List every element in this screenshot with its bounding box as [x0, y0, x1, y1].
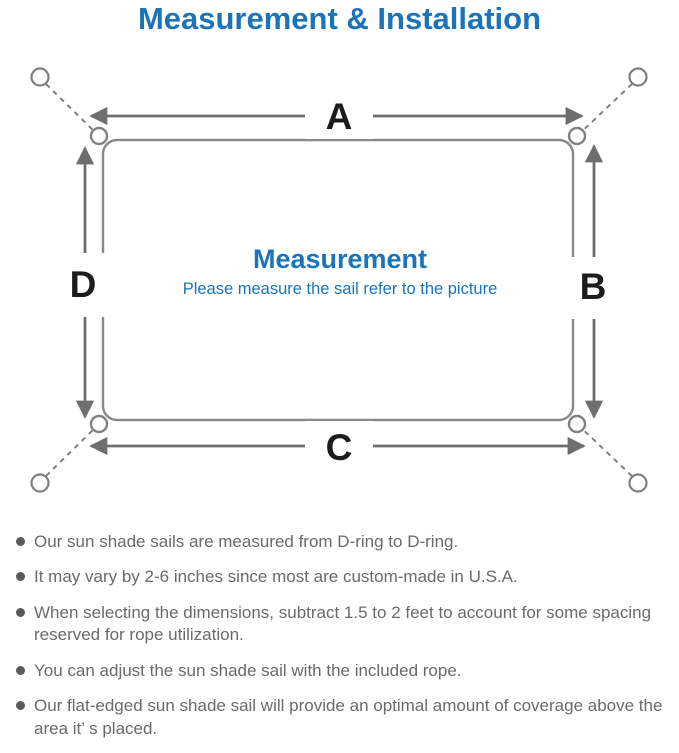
- measurement-notes-list: [16, 531, 666, 753]
- list-item: [16, 695, 666, 740]
- d-ring-top-left-icon: [91, 128, 107, 144]
- list-item: [16, 531, 666, 553]
- anchor-ring-bottom-right-icon: [630, 475, 647, 492]
- note-text: It may vary by 2-6 inches since most are custom-made in U.S.A.: [34, 567, 518, 587]
- note-text: When selecting the dimensions, subtract 1.5 to 2 feet to account for some spacing reserved for rope utilization.: [34, 602, 652, 645]
- sail-diagram-svg: [0, 55, 679, 520]
- dimension-label-b: B: [579, 266, 607, 307]
- diagram-center-title: Measurement: [252, 244, 428, 274]
- anchor-ring-bottom-left-icon: [32, 475, 49, 492]
- d-ring-top-right-icon: [569, 128, 585, 144]
- dimension-label-a: A: [325, 96, 353, 137]
- anchor-ring-top-left-icon: [32, 69, 49, 86]
- dimension-label-c: C: [325, 427, 353, 468]
- bullet-dot-icon: [16, 666, 25, 675]
- note-text: You can adjust the sun shade sail with the included rope.: [34, 660, 462, 680]
- note-text: Our flat-edged sun shade sail will provide an optimal amount of coverage above the area it’ s placed.: [34, 696, 663, 738]
- diagram-center-subtitle: Please measure the sail refer to the picture: [182, 280, 498, 298]
- bullet-dot-icon: [16, 608, 25, 617]
- list-item: [16, 660, 666, 682]
- bullet-dot-icon: [16, 572, 25, 581]
- d-ring-bottom-left-icon: [91, 416, 107, 432]
- bullet-dot-icon: [16, 701, 25, 710]
- dimension-label-d: D: [69, 264, 97, 305]
- anchor-ring-top-right-icon: [630, 69, 647, 86]
- list-item: [16, 602, 666, 647]
- list-item: [16, 566, 666, 588]
- d-ring-bottom-right-icon: [569, 416, 585, 432]
- bullet-dot-icon: [16, 537, 25, 546]
- measurement-diagram: [0, 55, 679, 520]
- note-text: Our sun shade sails are measured from D-ring to D-ring.: [34, 532, 459, 551]
- page-title: Measurement & Installation: [137, 1, 542, 36]
